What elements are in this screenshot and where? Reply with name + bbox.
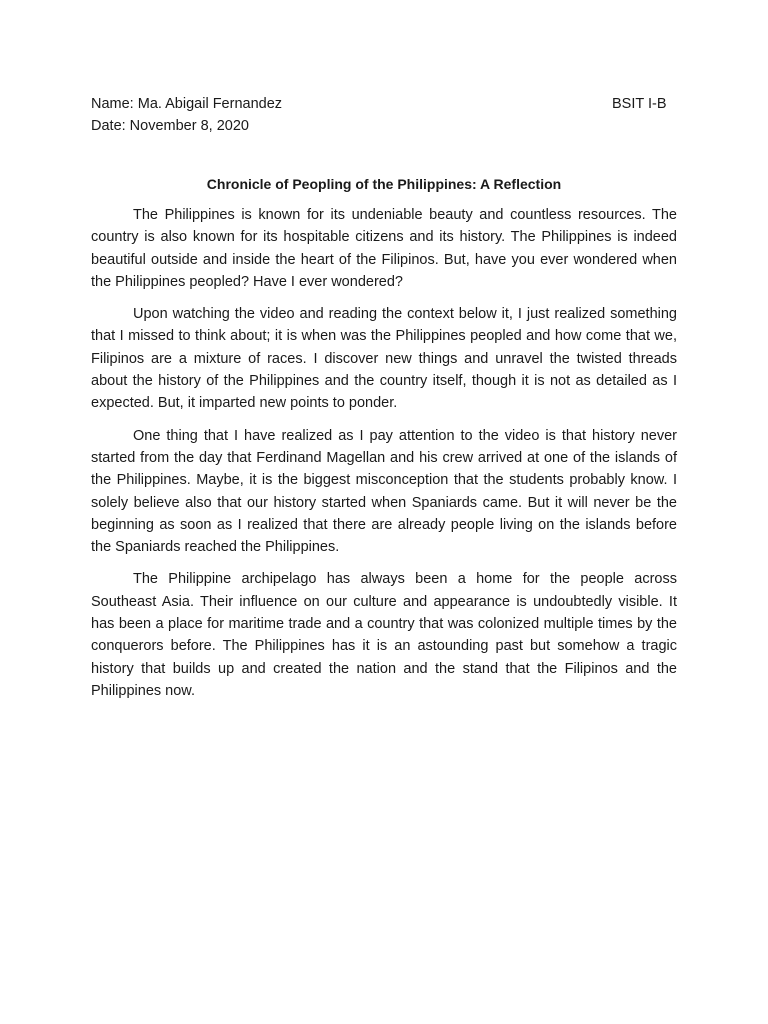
document-title: Chronicle of Peopling of the Philippines: A Reflection — [206, 176, 562, 192]
student-name: Name: Ma. Abigail Fernandez — [91, 96, 283, 112]
paragraph-1: The Philippines is known for its undeniable beauty and countless resources. The country is also known for its hospitable citizens and its history. The Philippines is indeed beautiful outside and inside the heart of the Filipinos. But, have you ever wondered when the Philippines peopled? Have I ever wondered? — [91, 207, 677, 290]
header-row-date — [91, 115, 681, 137]
document-date: Date: November 8, 2020 — [91, 118, 249, 134]
paragraph-3: One thing that I have realized as I pay attention to the video is that history never started from the day that Ferdinand Magellan and his crew arrived at one of the islands of the Philippines. Maybe, it is the biggest misconception that the students probably know. I solely believe also that our history started when Spaniards came. But it will never be the beginning as soon as I realized that there are already people living on the islands before the Spaniards reached the Philippines. — [91, 427, 677, 556]
section-label: BSIT I-B — [612, 96, 667, 112]
paragraph-2: Upon watching the video and reading the context below it, I just realized something that I missed to think about; it is when was the Philippines peopled and how come that we, Filipinos are a mixture of races. I discover new things and unravel the twisted threads about the history of the Philippines and the country itself, though it is not as detailed as I expected. But, it imparted new points to ponder. — [91, 306, 677, 412]
document-body — [91, 204, 677, 712]
header-row-name — [91, 93, 681, 115]
paragraph-4: The Philippine archipelago has always been a home for the people across Southeast Asia. Their influence on our culture and appearance is undoubtedly visible. It has been a place for maritime trade and a country that was colonized multiple times by the conquerors before. The Philippines has it is an astounding past but somehow a tragic history that builds up and created the nation and the stand that the Filipinos and the Philippines now. — [91, 571, 677, 699]
